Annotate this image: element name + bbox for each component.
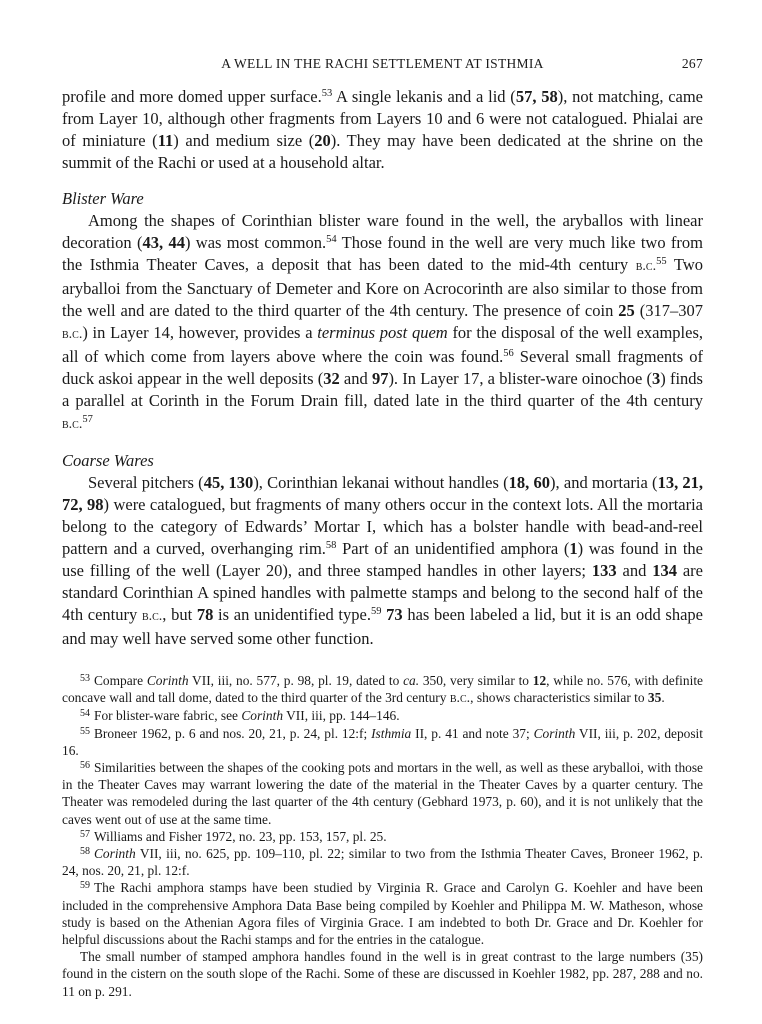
text-run: has been labeled a lid, but it is an odd shape and may well have served some other function. <box>62 605 703 648</box>
text-run: 57, 58 <box>515 87 558 106</box>
text-run: VII, iii, pp. 144–146. <box>283 708 400 724</box>
text-run: Corinth <box>146 673 189 688</box>
section-heading: Blister Ware <box>62 189 144 208</box>
text-run: 350, very similar to <box>419 673 533 688</box>
page-number: 267 <box>681 56 703 71</box>
text-run: 43, 44 <box>142 233 185 252</box>
body-paragraph <box>62 86 703 174</box>
text-run: Part of an unidentified amphora ( <box>336 539 570 558</box>
text-run: ) was found in the use filling of the well (Layer 20), and three stamped handles in other layers; <box>62 539 703 580</box>
text-run: b.c. <box>62 417 83 432</box>
text-run: and <box>339 369 372 388</box>
footnote-number: 56 <box>80 760 90 772</box>
text-run: ) was most common. <box>184 233 327 252</box>
text-run: For blister-ware fabric, see <box>94 708 242 724</box>
text-run: 73 <box>386 605 403 624</box>
text-run: 20 <box>314 131 331 150</box>
text-run: 3 <box>652 369 661 388</box>
footnote-number: 54 <box>80 708 90 720</box>
body-paragraph <box>62 472 703 650</box>
footnote <box>62 845 703 879</box>
text-run: , but <box>162 605 197 624</box>
text-run: , shows characteristics similar to <box>470 690 648 706</box>
text-run: 78 <box>196 605 214 624</box>
text-run: . <box>661 690 665 706</box>
text-run: ) finds a parallel at Corinth in the Forum Drain fill, dated late in the third quarter of the 4th century <box>62 369 703 410</box>
text-run: 35 <box>647 690 662 706</box>
text-run: ). In Layer 17, a blister-ware oinochoe ( <box>388 369 653 388</box>
footnote <box>62 759 703 828</box>
text-run: 134 <box>652 561 677 580</box>
footnote-ref: 57 <box>82 414 93 425</box>
footnote <box>62 948 703 1000</box>
running-head <box>62 56 703 78</box>
footnote-number: 55 <box>80 725 90 737</box>
text-run: 1 <box>569 539 578 558</box>
text-run: , while no. 576, with definite concave wall and tall dome, dated to the third quarter of the 3rd century <box>62 673 703 706</box>
footnote <box>62 672 703 707</box>
text-run: The small number of stamped amphora handles found in the well is in great contrast to the large numbers (35) found in the cistern on the south slope of the Rachi. Some of these are discussed in Koehler 1982, pp. 287, 288 and no. 11 on p. 291. <box>62 949 703 999</box>
text-run: (317–307 <box>634 301 703 320</box>
text-run: II, p. 41 and note 37; <box>411 725 534 741</box>
footnote-number: 57 <box>80 828 90 840</box>
text-run: b.c. <box>62 327 83 342</box>
text-run: ) in Layer 14, however, provides a <box>82 323 318 342</box>
text-run: ), and mortaria ( <box>550 473 658 492</box>
footnote-ref: 56 <box>503 348 514 359</box>
text-run: Compare <box>94 673 147 688</box>
text-run: VII, iii, p. 202, deposit 16. <box>62 725 703 758</box>
text-run: 45, 130 <box>203 473 254 492</box>
text-run: Corinth <box>533 725 576 741</box>
text-run: Isthmia <box>371 725 412 741</box>
text-run: are standard Corinthian A spined handles with palmette stamps and belong to the second half of the 4th century <box>62 561 703 624</box>
text-run: ca. <box>403 673 420 688</box>
text-run: 32 <box>323 369 340 388</box>
footnote-ref: 55 <box>656 256 667 267</box>
running-title: A WELL IN THE RACHI SETTLEMENT AT ISTHMIA <box>221 56 544 71</box>
text-run: ) and medium size ( <box>173 131 315 150</box>
text-run: and <box>616 561 653 580</box>
text-run: ). They may have been dedicated at the shrine on the summit of the Rachi or used at a household altar. <box>62 131 703 172</box>
footnote-number: 53 <box>80 673 90 684</box>
text-run: ), not matching, came from Layer 10, although other fragments from Layers 10 and 6 were not catalogued. Phialai are of miniature ( <box>62 87 703 150</box>
text-run: 18, 60 <box>508 473 551 492</box>
footnote <box>62 879 703 948</box>
text-run: 11 <box>157 131 174 150</box>
text-run: Similarities between the shapes of the cooking pots and mortars in the well, as well as these aryballoi, with those in the Theater Caves may warrant lowering the date of the material in the Theater Caves by a quarter century. The Theater was remodeled during the last quarter of the 4th century (Gebhard 1973, p. 60), and it is not unlikely that the caves went out of use at the same time. <box>62 760 703 827</box>
text-run: Corinth <box>94 846 136 862</box>
text-run: Several small fragments of duck askoi appear in the well deposits ( <box>62 347 703 388</box>
text-run: VII, iii, no. 577, p. 98, pl. 19, dated to <box>188 673 404 688</box>
section-heading: Coarse Wares <box>62 451 154 470</box>
footnote-number: 58 <box>80 846 90 858</box>
text-run: profile and more domed upper surface. <box>62 87 322 106</box>
text-run: Several pitchers ( <box>88 473 204 492</box>
text-run: 97 <box>371 369 389 388</box>
footnote-ref: 59 <box>370 606 382 617</box>
text-run: ), Corinthian lekanai without handles ( <box>253 473 509 492</box>
text-run: b.c. <box>635 259 657 274</box>
text-run: b.c. <box>141 609 163 624</box>
text-run: terminus post quem <box>317 323 448 342</box>
text-run: is an unidentified type. <box>213 605 371 624</box>
text-run: Williams and Fisher 1972, no. 23, pp. 153, 157, pl. 25. <box>94 828 387 844</box>
text-run: VII, iii, no. 625, pp. 109–110, pl. 22; similar to two from the Isthmia Theater Caves, Broneer 1962, p. 24, nos. 20, 21, pl. 12:f. <box>62 846 703 879</box>
text-run: Broneer 1962, p. 6 and nos. 20, 21, p. 24, pl. 12:f; <box>94 725 372 741</box>
footnote-ref: 58 <box>325 540 337 551</box>
footnote <box>62 707 703 724</box>
text-run: Among the shapes of Corinthian blister ware found in the well, the aryballos with linear decoration ( <box>62 211 703 252</box>
footnote <box>62 828 703 845</box>
text-run: A single lekanis and a lid ( <box>332 87 516 106</box>
body-paragraph <box>62 210 703 436</box>
text-run: Corinth <box>241 708 284 724</box>
text-run: 133 <box>591 561 617 580</box>
page <box>62 56 703 1000</box>
text-run: Those found in the well are very much like two from the Isthmia Theater Caves, a deposit that has been dated to the mid-4th century <box>62 233 703 274</box>
footnote-ref: 54 <box>326 234 337 245</box>
footnotes <box>62 672 703 1000</box>
text-run: Two aryballoi from the Sanctuary of Demeter and Kore on Acrocorinth are also similar to those from the well and are dated to the third quarter of the 4th century. The presence of coin <box>62 255 703 320</box>
text-run: 25 <box>618 301 635 320</box>
text-run: 13, 21, 72, 98 <box>62 473 704 514</box>
text-run: for the disposal of the well examples, all of which come from layers above where the coin was found. <box>62 323 704 366</box>
text-run: b.c. <box>449 691 471 707</box>
text-run: ) were catalogued, but fragments of many others occur in the context lots. All the mortaria belong to the category of Edwards’ Mortar I, which has a bolster handle with bead-and-reel pattern and a curved, overhanging rim. <box>62 495 704 558</box>
footnote-number: 59 <box>80 880 90 892</box>
text-run: 12 <box>532 673 547 688</box>
text-run: The Rachi amphora stamps have been studied by Virginia R. Grace and Carolyn G. Koehler and have been included in the comprehensive Amphora Data Base being compiled by Koehler and Philippa M. W. Matheson, whose study is based on the Athenian Agora files of Virginia Grace. I am indebted to both Dr. Grace and Dr. Koehler for helpful discussions about the Rachi stamps and for the entries in the catalogue. <box>62 880 703 948</box>
footnote-ref: 53 <box>321 88 333 99</box>
footnote <box>62 725 703 759</box>
body-text <box>62 86 703 650</box>
